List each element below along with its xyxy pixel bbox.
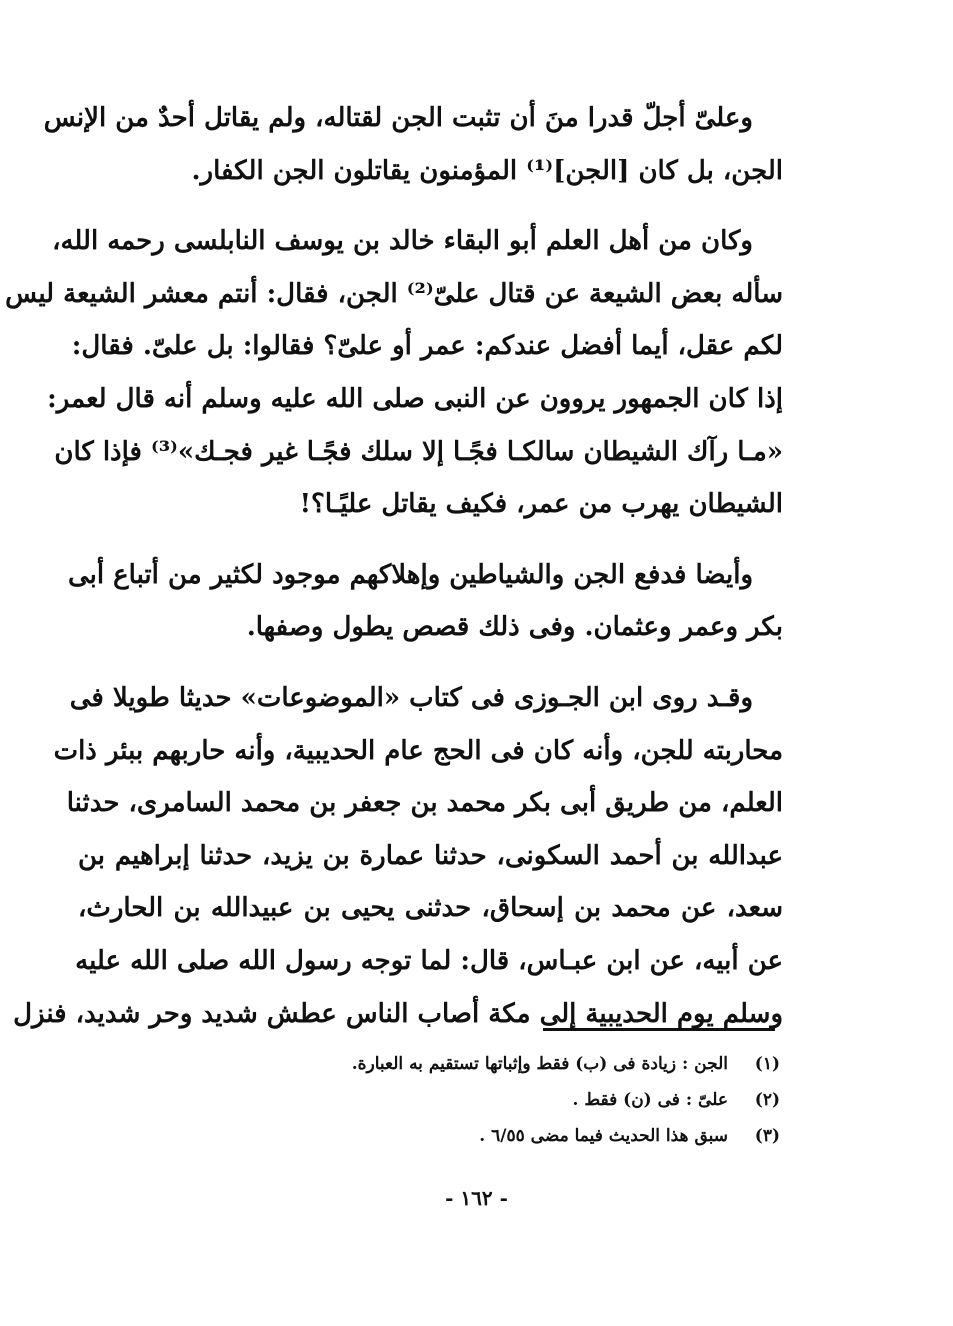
text-line: محاربته للجن، وأنه كان فى الحج عام الحديبية، وأنه حاربهم ببئر ذات (53, 735, 783, 766)
footnote-text: علىّ : فى (ن) فقط . (572, 1090, 728, 1110)
paragraph (5, 215, 783, 531)
footnotes (330, 1046, 780, 1154)
text-line: لكم عقل، أيما أفضل عندكم: عمر أو علىّ؟ فقالوا: بل علىّ. فقال: (71, 331, 783, 362)
page-number: - ١٦٢ - (445, 1186, 508, 1210)
footnote (330, 1082, 780, 1118)
footnote-number: (١) (754, 1054, 780, 1074)
main-text (5, 92, 783, 1058)
text-line: وسلم يوم الحديبية إلى مكة أصاب الناس عطش شديد وحر شديد، فنزل (13, 998, 783, 1029)
text-line: سأله بعض الشيعة عن قتال علىّ⁽²⁾ الجن، فقال: أنتم معشر الشيعة ليس (5, 278, 783, 309)
text-line: العلم، من طريق أبى بكر محمد بن جعفر بن محمد السامرى، حدثنا (66, 788, 783, 819)
footnote-number: (٣) (754, 1126, 780, 1146)
footnote (330, 1046, 780, 1082)
text-line: وعلىّ أجلّ قدرا منَ أن تثبت الجن لقتاله، ولم يقاتل أحدٌ من الإنس (43, 103, 753, 133)
text-line: الشيطان يهرب من عمر، فكيف يقاتل عليًـا؟! (299, 489, 783, 520)
footnote-number: (٢) (754, 1090, 780, 1110)
footnote-text: سبق هذا الحديث فيما مضى ٦/٥٥ . (479, 1126, 728, 1146)
text-line: الجن، بل كان [الجن]⁽¹⁾ المؤمنون يقاتلون الجن الكفار. (191, 155, 783, 186)
text-line: عبدالله بن أحمد السكونى، حدثنا عمارة بن يزيد، حدثنا إبراهيم بن (78, 840, 783, 871)
text-line: وكان من أهل العلم أبو البقاء خالد بن يوسف النابلسى رحمه الله، (52, 226, 753, 257)
text-line: عن أبيه، عن ابن عبـاس، قال: لما توجه رسول الله صلى الله عليه (75, 945, 783, 976)
text-line: «مـا رآك الشيطان سالكـا فجًـا إلا سلك فجًـا غير فجـك»⁽³⁾ فإذا كان (54, 436, 783, 467)
paragraph (67, 549, 783, 654)
paragraph (13, 672, 783, 1040)
text-line: وقـد روى ابن الجـوزى فى كتاب «الموضوعات» حديثا طويلا فى (69, 682, 753, 713)
text-line: وأيضا فدفع الجن والشياطين وإهلاكهم موجود لكثير من أتباع أبى (67, 559, 753, 590)
paragraph (43, 92, 783, 197)
text-line: بكر وعمر وعثمان. وفى ذلك قصص يطول وصفها. (246, 612, 783, 643)
text-line: إذا كان الجمهور يروون عن النبى صلى الله عليه وسلم أنه قال لعمر: (47, 383, 783, 414)
footnote-text: الجن : زيادة فى (ب) فقط وإثباتها تستقيم به العبارة. (351, 1054, 728, 1074)
footnote (330, 1118, 780, 1154)
footnote-separator (543, 1028, 775, 1031)
text-line: سعد، عن محمد بن إسحاق، حدثنى يحيى بن عبيدالله بن الحارث، (78, 893, 783, 924)
